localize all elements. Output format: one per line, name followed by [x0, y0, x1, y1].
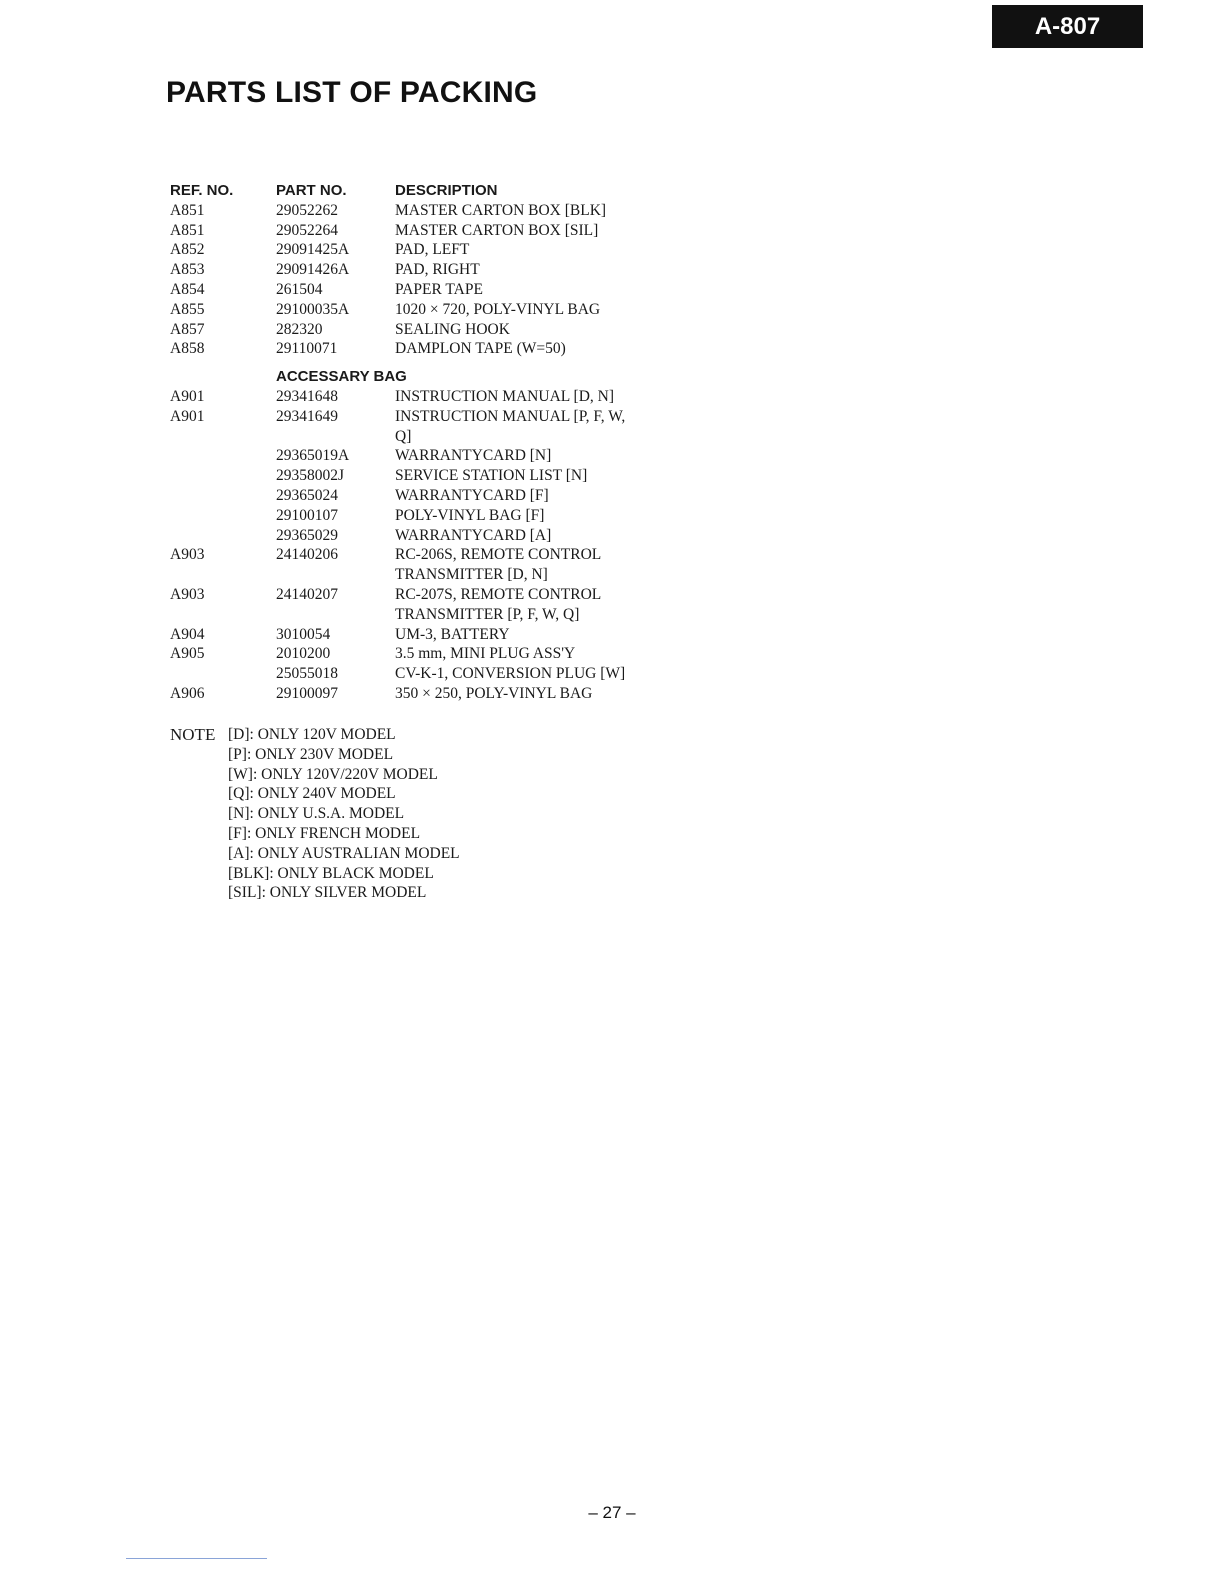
- description-cell: INSTRUCTION MANUAL [P, F, W, Q]: [395, 407, 626, 445]
- table-body: [170, 201, 645, 359]
- ref-no-cell: A854: [170, 280, 205, 298]
- table-row: [170, 387, 645, 407]
- ref-no-cell: A906: [170, 684, 205, 702]
- table-row: [170, 684, 645, 704]
- part-no-cell: 3010054: [276, 625, 331, 643]
- description-cell: 3.5 mm, MINI PLUG ASS'Y: [395, 645, 576, 663]
- table-row: [170, 260, 645, 280]
- table-row: [170, 320, 645, 340]
- ref-no-cell: A851: [170, 221, 205, 239]
- table-row: [170, 506, 645, 526]
- description-cell: 1020 × 720, POLY-VINYL BAG: [395, 300, 601, 318]
- ref-no-cell: A901: [170, 407, 205, 425]
- ref-no-cell: [170, 506, 276, 526]
- part-no-cell: 24140206: [276, 546, 338, 564]
- column-header-description: DESCRIPTION: [395, 182, 498, 199]
- description-cell: PAPER TAPE: [395, 280, 483, 298]
- ref-no-cell: A851: [170, 201, 205, 219]
- part-no-cell: 25055018: [276, 665, 338, 683]
- description-cell: INSTRUCTION MANUAL [D, N]: [395, 387, 614, 405]
- part-no-cell: 29365024: [276, 486, 338, 504]
- description-cell: POLY-VINYL BAG [F]: [395, 506, 545, 524]
- ref-no-cell: A853: [170, 261, 205, 279]
- table-header: [170, 181, 645, 201]
- description-cell: PAD, LEFT: [395, 241, 470, 259]
- page-number: – 27 –: [588, 1503, 636, 1522]
- column-header-part-no: PART NO.: [276, 182, 347, 199]
- description-cell: UM-3, BATTERY: [395, 625, 510, 643]
- table-row: [170, 585, 645, 625]
- part-no-cell: 2010200: [276, 645, 331, 663]
- note-item: [D]: ONLY 120V MODEL: [228, 726, 396, 743]
- table-row: [170, 466, 645, 486]
- part-no-cell: 29358002J: [276, 467, 345, 485]
- description-cell: SEALING HOOK: [395, 320, 510, 338]
- part-no-cell: 24140207: [276, 585, 338, 603]
- table-body-accessary-bag: [170, 387, 645, 704]
- ref-no-cell: A855: [170, 300, 205, 318]
- part-no-cell: 29100107: [276, 506, 338, 524]
- table-row: [170, 407, 645, 447]
- ref-no-cell: A857: [170, 320, 205, 338]
- part-no-cell: 29365029: [276, 526, 338, 544]
- note-list: [228, 725, 460, 903]
- column-header-ref-no: REF. NO.: [170, 182, 234, 199]
- ref-no-cell: A858: [170, 340, 205, 358]
- table-row: [170, 644, 645, 664]
- table-row: [170, 664, 645, 684]
- description-cell: WARRANTYCARD [N]: [395, 447, 552, 465]
- table-row: [170, 486, 645, 506]
- parts-table: [170, 181, 645, 704]
- table-row: [170, 526, 645, 546]
- part-no-cell: 29091425A: [276, 241, 350, 259]
- ref-no-cell: A852: [170, 241, 205, 259]
- ref-no-cell: [170, 664, 276, 684]
- ref-no-cell: [170, 466, 276, 486]
- notes: [170, 725, 460, 903]
- table-row: [170, 625, 645, 645]
- ref-no-cell: A903: [170, 585, 205, 603]
- description-cell: SERVICE STATION LIST [N]: [395, 467, 588, 485]
- description-cell: RC-206S, REMOTE CONTROL TRANSMITTER [D, N]: [395, 546, 601, 584]
- part-no-cell: 29052264: [276, 221, 338, 239]
- ref-no-cell: A903: [170, 546, 205, 564]
- part-no-cell: 29110071: [276, 340, 338, 358]
- note-item: [Q]: ONLY 240V MODEL: [228, 785, 396, 803]
- footer-rule: [126, 1558, 267, 1559]
- ref-no-cell: [170, 486, 276, 506]
- table-row: [170, 201, 645, 221]
- part-no-cell: 261504: [276, 280, 323, 298]
- description-cell: CV-K-1, CONVERSION PLUG [W]: [395, 665, 626, 683]
- description-cell: DAMPLON TAPE (W=50): [395, 340, 566, 358]
- part-no-cell: 29341649: [276, 407, 338, 425]
- note-item: [W]: ONLY 120V/220V MODEL: [228, 765, 438, 783]
- part-no-cell: 29100035A: [276, 300, 350, 318]
- ref-no-cell: [170, 526, 276, 546]
- table-row: [170, 545, 645, 585]
- table-row: [170, 240, 645, 260]
- note-item: [A]: ONLY AUSTRALIAN MODEL: [228, 844, 460, 862]
- table-row: [170, 280, 645, 300]
- note-item: [BLK]: ONLY BLACK MODEL: [228, 864, 434, 882]
- note-item: [F]: ONLY FRENCH MODEL: [228, 824, 421, 842]
- table-row: [170, 221, 645, 241]
- table-row: [170, 446, 645, 466]
- ref-no-cell: A901: [170, 387, 205, 405]
- part-no-cell: 29052262: [276, 201, 338, 219]
- note-label: NOTE: [170, 725, 216, 744]
- part-no-cell: 282320: [276, 320, 323, 338]
- model-badge: A-807: [992, 5, 1143, 48]
- ref-no-cell: A905: [170, 645, 205, 663]
- ref-no-cell: A904: [170, 625, 205, 643]
- description-cell: 350 × 250, POLY-VINYL BAG: [395, 684, 593, 702]
- description-cell: WARRANTYCARD [F]: [395, 486, 549, 504]
- part-no-cell: 29341648: [276, 387, 338, 405]
- description-cell: MASTER CARTON BOX [BLK]: [395, 201, 607, 219]
- table-row: [170, 300, 645, 320]
- description-cell: PAD, RIGHT: [395, 261, 480, 279]
- page-title: PARTS LIST OF PACKING: [166, 76, 538, 109]
- section-label-accessary-bag: ACCESSARY BAG: [276, 368, 407, 386]
- description-cell: MASTER CARTON BOX [SIL]: [395, 221, 599, 239]
- description-cell: WARRANTYCARD [A]: [395, 526, 552, 544]
- part-no-cell: 29091426A: [276, 261, 350, 279]
- part-no-cell: 29100097: [276, 684, 338, 702]
- note-item: [P]: ONLY 230V MODEL: [228, 745, 394, 763]
- note-item: [SIL]: ONLY SILVER MODEL: [228, 884, 427, 902]
- note-item: [N]: ONLY U.S.A. MODEL: [228, 805, 405, 823]
- description-cell: RC-207S, REMOTE CONTROL TRANSMITTER [P, F, W, Q]: [395, 585, 601, 623]
- table-row: [170, 339, 645, 359]
- part-no-cell: 29365019A: [276, 447, 350, 465]
- ref-no-cell: [170, 446, 276, 466]
